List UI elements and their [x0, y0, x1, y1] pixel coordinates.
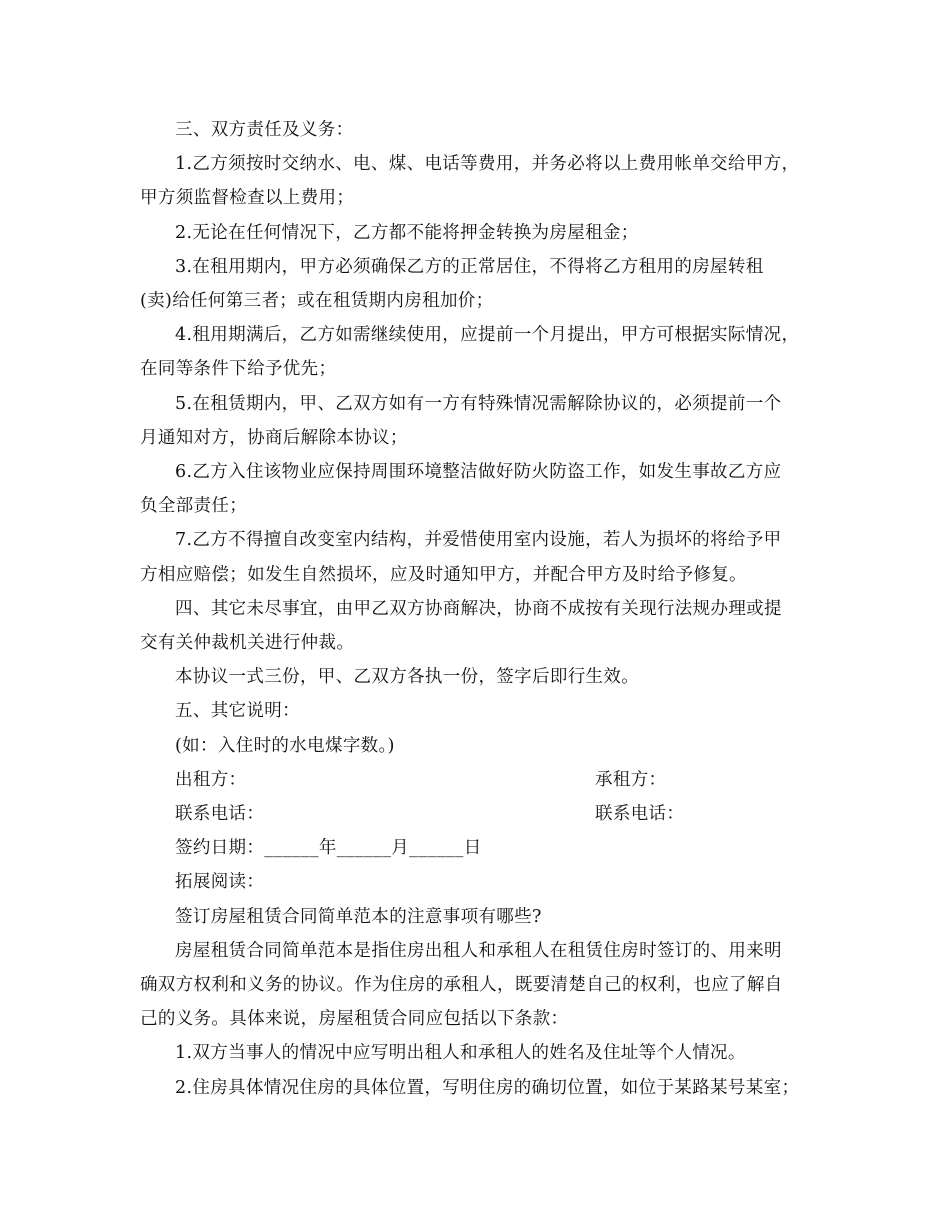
item3-line2: (卖)给任何第三者；或在租赁期内房租加价；	[140, 291, 494, 312]
intro-line1: 房屋租赁合同简单范本是指住房出租人和承租人在租赁住房时签订的、用来明	[175, 940, 782, 961]
item1-line2: 甲方须监督检查以上费用；	[140, 188, 355, 209]
item6-line1: 6.乙方入住该物业应保持周围环境整洁做好防火防盗工作，如发生事故乙方应	[175, 462, 782, 483]
item7-line1: 7.乙方不得擅自改变室内结构，并爱惜使用室内设施，若人为损坏的将给予甲	[175, 530, 782, 551]
section3-heading: 三、双方责任及义务：	[175, 120, 354, 140]
item3-line1: 3.在租用期内，甲方必须确保乙方的正常居住，不得将乙方租用的房屋转租	[175, 256, 764, 277]
section5-heading: 五、其它说明：	[175, 701, 300, 722]
question-title: 签订房屋租赁合同简单范本的注意事项有哪些?	[175, 906, 542, 927]
lessor-phone-label: 联系电话：	[175, 804, 265, 825]
lessor-label: 出租方：	[175, 769, 247, 790]
copies-line: 本协议一式三份，甲、乙双方各执一份，签字后即行生效。	[175, 667, 640, 688]
section4-line2: 交有关仲裁机关进行仲裁。	[140, 633, 355, 654]
section5-note: (如：入住时的水电煤字数。)	[175, 735, 395, 756]
intro-line3: 己的义务。具体来说，房屋租赁合同应包括以下条款：	[140, 1009, 569, 1030]
section4-line1: 四、其它未尽事宜，由甲乙双方协商解决，协商不成按有关现行法规办理或提	[175, 598, 782, 619]
item2-line1: 2.无论在任何情况下，乙方都不能将押金转换为房屋租金；	[175, 222, 639, 243]
lessee-label: 承租方：	[595, 769, 667, 790]
intro-line2: 确双方权利和义务的协议。作为住房的承租人，既要清楚自己的权利，也应了解自	[140, 975, 783, 996]
extended-reading-label: 拓展阅读：	[175, 872, 265, 893]
item5-line1: 5.在租赁期内，甲、乙双方如有一方有特殊情况需解除协议的，必须提前一个	[175, 393, 782, 414]
clause1: 1.双方当事人的情况中应写明出租人和承租人的姓名及住址等个人情况。	[175, 1043, 746, 1064]
item7-line2: 方相应赔偿；如发生自然损坏，应及时通知甲方，并配合甲方及时给予修复。	[140, 564, 747, 585]
item4-line2: 在同等条件下给予优先；	[140, 359, 337, 380]
item1-line1: 1.乙方须按时交纳水、电、煤、电话等费用，并务必将以上费用帐单交给甲方，	[175, 154, 800, 175]
lessee-phone-label: 联系电话：	[595, 804, 685, 825]
sign-date: 签约日期：______年______月______日	[175, 838, 482, 859]
item4-line1: 4.租用期满后，乙方如需继续使用，应提前一个月提出，甲方可根据实际情况，	[175, 325, 800, 346]
party-row	[140, 763, 825, 797]
item6-line2: 负全部责任；	[140, 496, 248, 517]
item5-line2: 月通知对方，协商后解除本协议；	[140, 427, 408, 448]
clause2: 2.住房具体情况住房的具体位置，写明住房的确切位置，如位于某路某号某室；	[175, 1077, 800, 1098]
document-page	[140, 113, 825, 1105]
phone-row	[140, 797, 825, 831]
